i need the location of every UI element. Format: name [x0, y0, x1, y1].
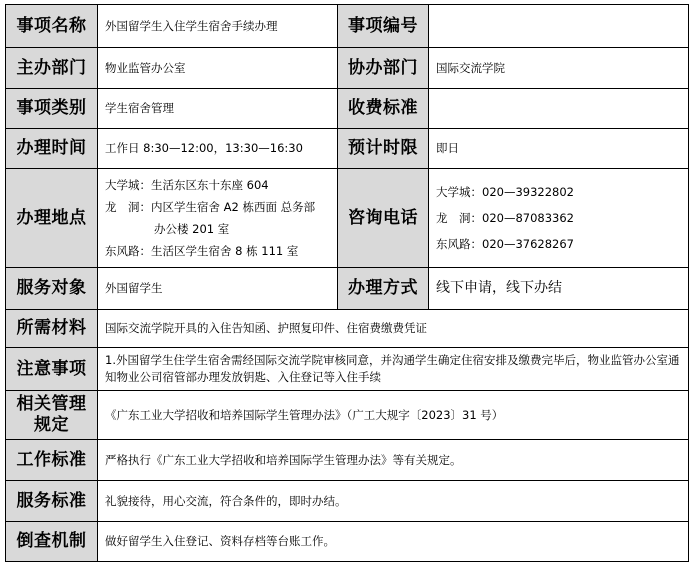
grid-line — [5, 439, 689, 440]
value-accountability: 做好留学生入住登记、资料存档等台账工作。 — [105, 534, 335, 548]
grid-line — [5, 88, 689, 89]
value-regulations: 《广东工业大学招收和培养国际学生管理办法》（广工大规字〔2023〕31 号） — [105, 407, 504, 422]
label-work-std: 工作标准 — [6, 440, 97, 480]
location-line-2: 龙 洞：内区学生宿舍 A2 栋西面 总务部 — [105, 200, 316, 214]
grid-line — [5, 521, 689, 522]
label-accountability: 倒查机制 — [6, 522, 97, 561]
value-location — [98, 169, 337, 267]
label-method: 办理方式 — [338, 268, 428, 309]
grid-line — [5, 4, 689, 5]
label-hours: 办理时间 — [6, 129, 97, 168]
value-hours: 工作日 8:30—12:00，13:30—16:30 — [105, 141, 303, 155]
label-regulations-line1: 相关管理 — [16, 394, 87, 414]
grid-line — [97, 4, 98, 562]
phone-line-2: 龙 洞：020—87083362 — [436, 211, 574, 225]
label-co-dept: 协办部门 — [338, 48, 428, 88]
grid-line — [5, 4, 6, 562]
grid-line — [337, 4, 338, 310]
grid-line — [5, 128, 689, 129]
label-phone: 咨询电话 — [338, 169, 428, 267]
label-host-dept: 主办部门 — [6, 48, 97, 88]
location-line-3: 办公楼 201 室 — [154, 222, 230, 236]
value-phone — [429, 169, 688, 267]
grid-line — [688, 4, 689, 562]
phone-line-1: 大学城：020—39322802 — [436, 185, 574, 199]
label-regulations-line2: 规定 — [34, 415, 69, 435]
label-item-name: 事项名称 — [6, 5, 97, 47]
label-time-limit: 预计时限 — [338, 129, 428, 168]
value-work-std: 严格执行《广东工业大学招收和培养国际学生管理办法》等有关规定。 — [105, 452, 462, 467]
label-category: 事项类别 — [6, 89, 97, 128]
phone-line-3: 东风路：020—37628267 — [436, 237, 574, 251]
value-item-name: 外国留学生入住学生宿舍手续办理 — [105, 18, 278, 33]
grid-line — [5, 168, 689, 169]
label-service-std: 服务标准 — [6, 481, 97, 521]
label-target: 服务对象 — [6, 268, 97, 309]
value-method: 线下申请，线下办结 — [436, 280, 562, 296]
location-line-4: 东风路：生活区学生宿舍 8 栋 111 室 — [105, 244, 299, 258]
value-time-limit: 即日 — [436, 141, 459, 155]
value-category: 学生宿舍管理 — [105, 101, 174, 115]
grid-line — [5, 390, 689, 391]
value-target: 外国留学生 — [105, 281, 163, 295]
service-item-table — [5, 4, 689, 562]
label-fee: 收费标准 — [338, 89, 428, 128]
label-item-number: 事项编号 — [338, 5, 428, 47]
label-materials: 所需材料 — [6, 310, 97, 347]
grid-line — [5, 267, 689, 268]
value-notes — [98, 348, 688, 390]
label-notes: 注意事项 — [6, 348, 97, 390]
value-materials: 国际交流学院开具的入住告知函、护照复印件、住宿费缴费凭证 — [105, 321, 427, 335]
grid-line — [5, 309, 689, 310]
value-co-dept: 国际交流学院 — [436, 60, 505, 75]
label-location: 办理地点 — [6, 169, 97, 267]
grid-line — [5, 480, 689, 481]
value-host-dept: 物业监管办公室 — [105, 60, 186, 75]
value-item-number — [429, 5, 688, 47]
grid-line — [428, 4, 429, 310]
value-notes-text: 1.外国留学生住学生宿舍需经国际交流学院审核同意，并沟通学生确定住宿安排及缴费完毕后，物业监管办公室通知物业公司宿管部办理发放钥匙、入住登记等入住手续 — [105, 353, 680, 384]
label-regulations — [6, 391, 97, 439]
value-fee — [429, 89, 688, 128]
location-line-1: 大学城：生活东区东十东座 604 — [105, 178, 269, 192]
grid-line — [5, 347, 689, 348]
value-service-std: 礼貌接待，用心交流，符合条件的，即时办结。 — [105, 493, 347, 508]
grid-line — [5, 47, 689, 48]
grid-line — [5, 561, 689, 562]
